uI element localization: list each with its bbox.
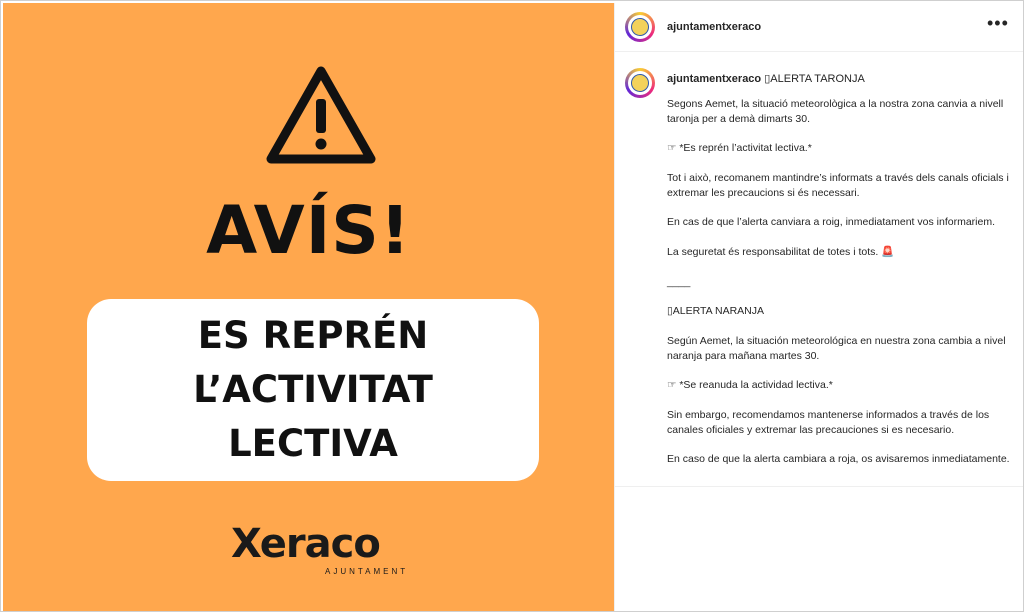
caption-title: ▯ALERTA TARONJA	[764, 73, 865, 85]
caption-paragraph: ☞ *Se reanuda la actividad lectiva.*	[667, 379, 833, 392]
caption-paragraph: ☞ *Es reprén l’activitat lectiva.*	[667, 142, 812, 155]
post-sidebar	[614, 3, 1024, 611]
caption-head	[667, 72, 865, 85]
post-image[interactable]	[3, 3, 614, 611]
post-header	[615, 3, 1024, 52]
town-seal-icon	[631, 18, 649, 36]
notice-line-2: L’ACTIVITAT	[193, 368, 433, 411]
caption-username[interactable]: ajuntamentxeraco	[667, 73, 762, 85]
notice-line-3: LECTIVA	[228, 422, 398, 465]
caption-scroll-area[interactable]	[615, 52, 1024, 487]
caption-paragraph: Tot i això, recomanem mantindre’s informats a través dels canals oficials i extremar les precaucions si és necessari.	[667, 171, 1009, 199]
caption-paragraph: En caso de que la alerta cambiara a roja, os avisaremos inmediatamente.	[667, 453, 1010, 466]
logo-subtitle: AJUNTAMENT	[325, 567, 409, 576]
caption-paragraph: Sin embargo, recomendamos mantenerse informados a través de los canales oficiales y extremar las precauciones si es necesario.	[667, 408, 990, 436]
caption-paragraph: La seguretat és responsabilitat de totes i tots. 🚨	[667, 245, 895, 258]
caption-avatar[interactable]	[625, 68, 655, 98]
caption-town-seal-icon	[631, 74, 649, 92]
avis-heading: AVÍS!	[206, 192, 411, 269]
caption-paragraph: ▯ALERTA NARANJA	[667, 305, 765, 318]
xeraco-logo	[229, 521, 409, 585]
logo-wordmark: Xeraco	[231, 521, 380, 567]
caption-paragraph: En cas de que l’alerta canviara a roig, inmediatament vos informariem.	[667, 216, 995, 229]
caption-divider: ____	[667, 275, 691, 288]
header-username[interactable]: ajuntamentxeraco	[667, 21, 762, 33]
caption-paragraph: Segons Aemet, la situació meteorològica a la nostra zona canvia a nivell taronja per a demà dimarts 30.	[667, 98, 1004, 125]
caption-text	[667, 97, 1012, 482]
more-options-icon[interactable]: •••	[987, 13, 1009, 33]
warning-triangle-icon	[265, 65, 377, 165]
notice-line-1: ES REPRÉN	[197, 314, 429, 357]
caption-paragraph: Según Aemet, la situación meteorológica en nuestra zona cambia a nivel naranja para mañana martes 30.	[667, 334, 1006, 362]
notice-card	[87, 299, 539, 481]
avatar[interactable]	[625, 12, 655, 42]
